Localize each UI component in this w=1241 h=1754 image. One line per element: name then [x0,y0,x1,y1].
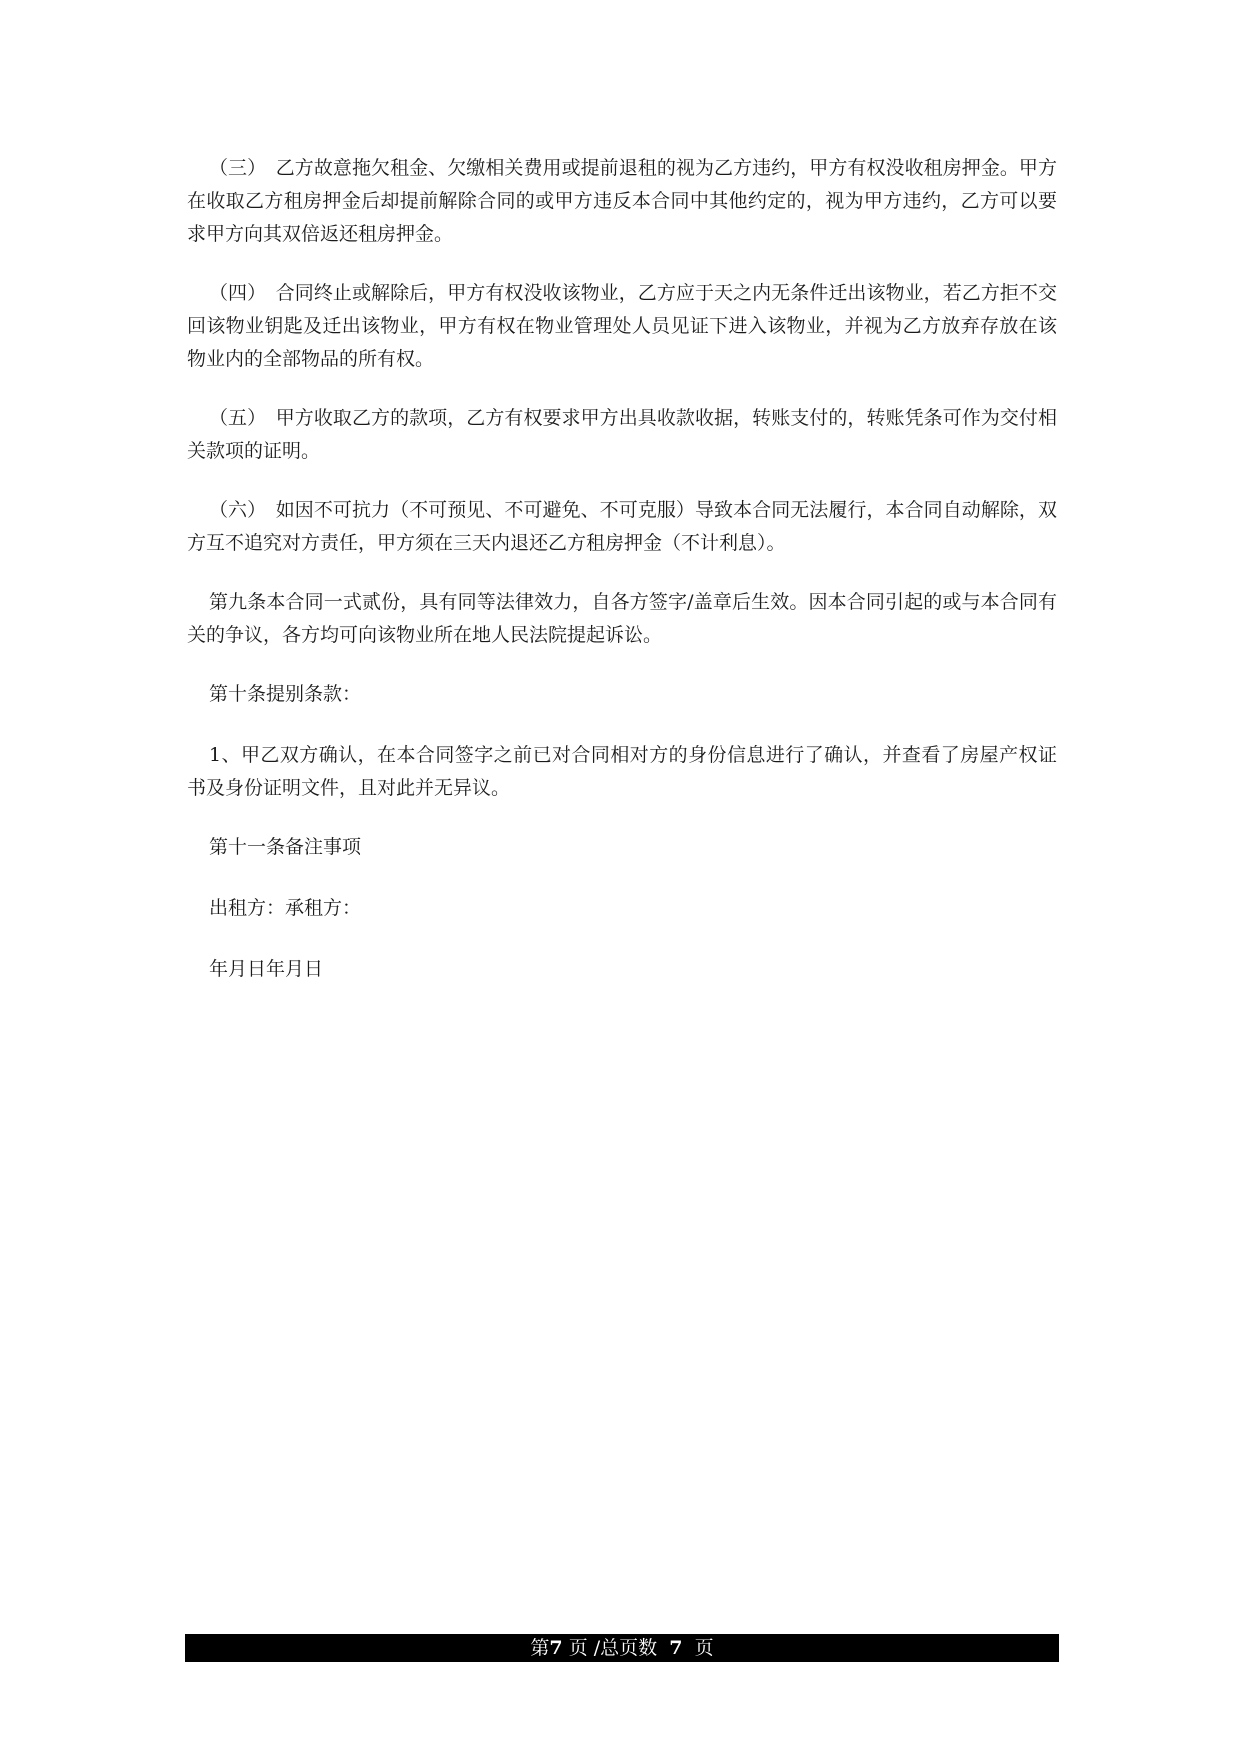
footer-middle: 页 /总页数 [568,1637,658,1659]
clause-3-paragraph: （三） 乙方故意拖欠租金、欠缴相关费用或提前退租的视为乙方违约，甲方有权没收租房押金。甲方在收取乙方租房押金后却提前解除合同的或甲方违反本合同中其他约定的，视为甲方违约，乙方可以要求甲方向其双倍返还租房押金。 [187,157,1057,245]
clause-6-paragraph: （六） 如因不可抗力（不可预见、不可避免、不可克服）导致本合同无法履行，本合同自动解除，双方互不追究对方责任，甲方须在三天内退还乙方租房押金（不计利息）。 [187,499,1057,554]
footer-suffix: 页 [694,1637,714,1659]
signature-dates: 年月日年月日 [209,958,324,980]
article-10-item-1: 1、甲乙双方确认，在本合同签字之前已对合同相对方的身份信息进行了确认，并查看了房屋产权证书及身份证明文件，且对此并无异议。 [187,744,1057,799]
document-body [187,152,1057,1014]
article-10-heading: 第十条提别条款： [209,683,362,705]
page-footer [185,1634,1059,1662]
footer-prefix: 第 [530,1637,550,1659]
signature-parties: 出租方：承租方： [209,897,362,919]
article-11-heading: 第十一条备注事项 [209,836,362,858]
article-9-paragraph: 第九条本合同一式贰份，具有同等法律效力，自各方签字/盖章后生效。因本合同引起的或与本合同有关的争议，各方均可向该物业所在地人民法院提起诉讼。 [187,591,1057,646]
clause-5-paragraph: （五） 甲方收取乙方的款项，乙方有权要求甲方出具收款收据，转账支付的，转账凭条可作为交付相关款项的证明。 [187,407,1057,462]
total-page-number: 7 [669,1637,683,1659]
current-page-number: 7 [549,1637,563,1659]
clause-4-paragraph: （四） 合同终止或解除后，甲方有权没收该物业，乙方应于天之内无条件迁出该物业，若乙方拒不交回该物业钥匙及迁出该物业，甲方有权在物业管理处人员见证下进入该物业，并视为乙方放弃存放在该物业内的全部物品的所有权。 [187,282,1057,370]
